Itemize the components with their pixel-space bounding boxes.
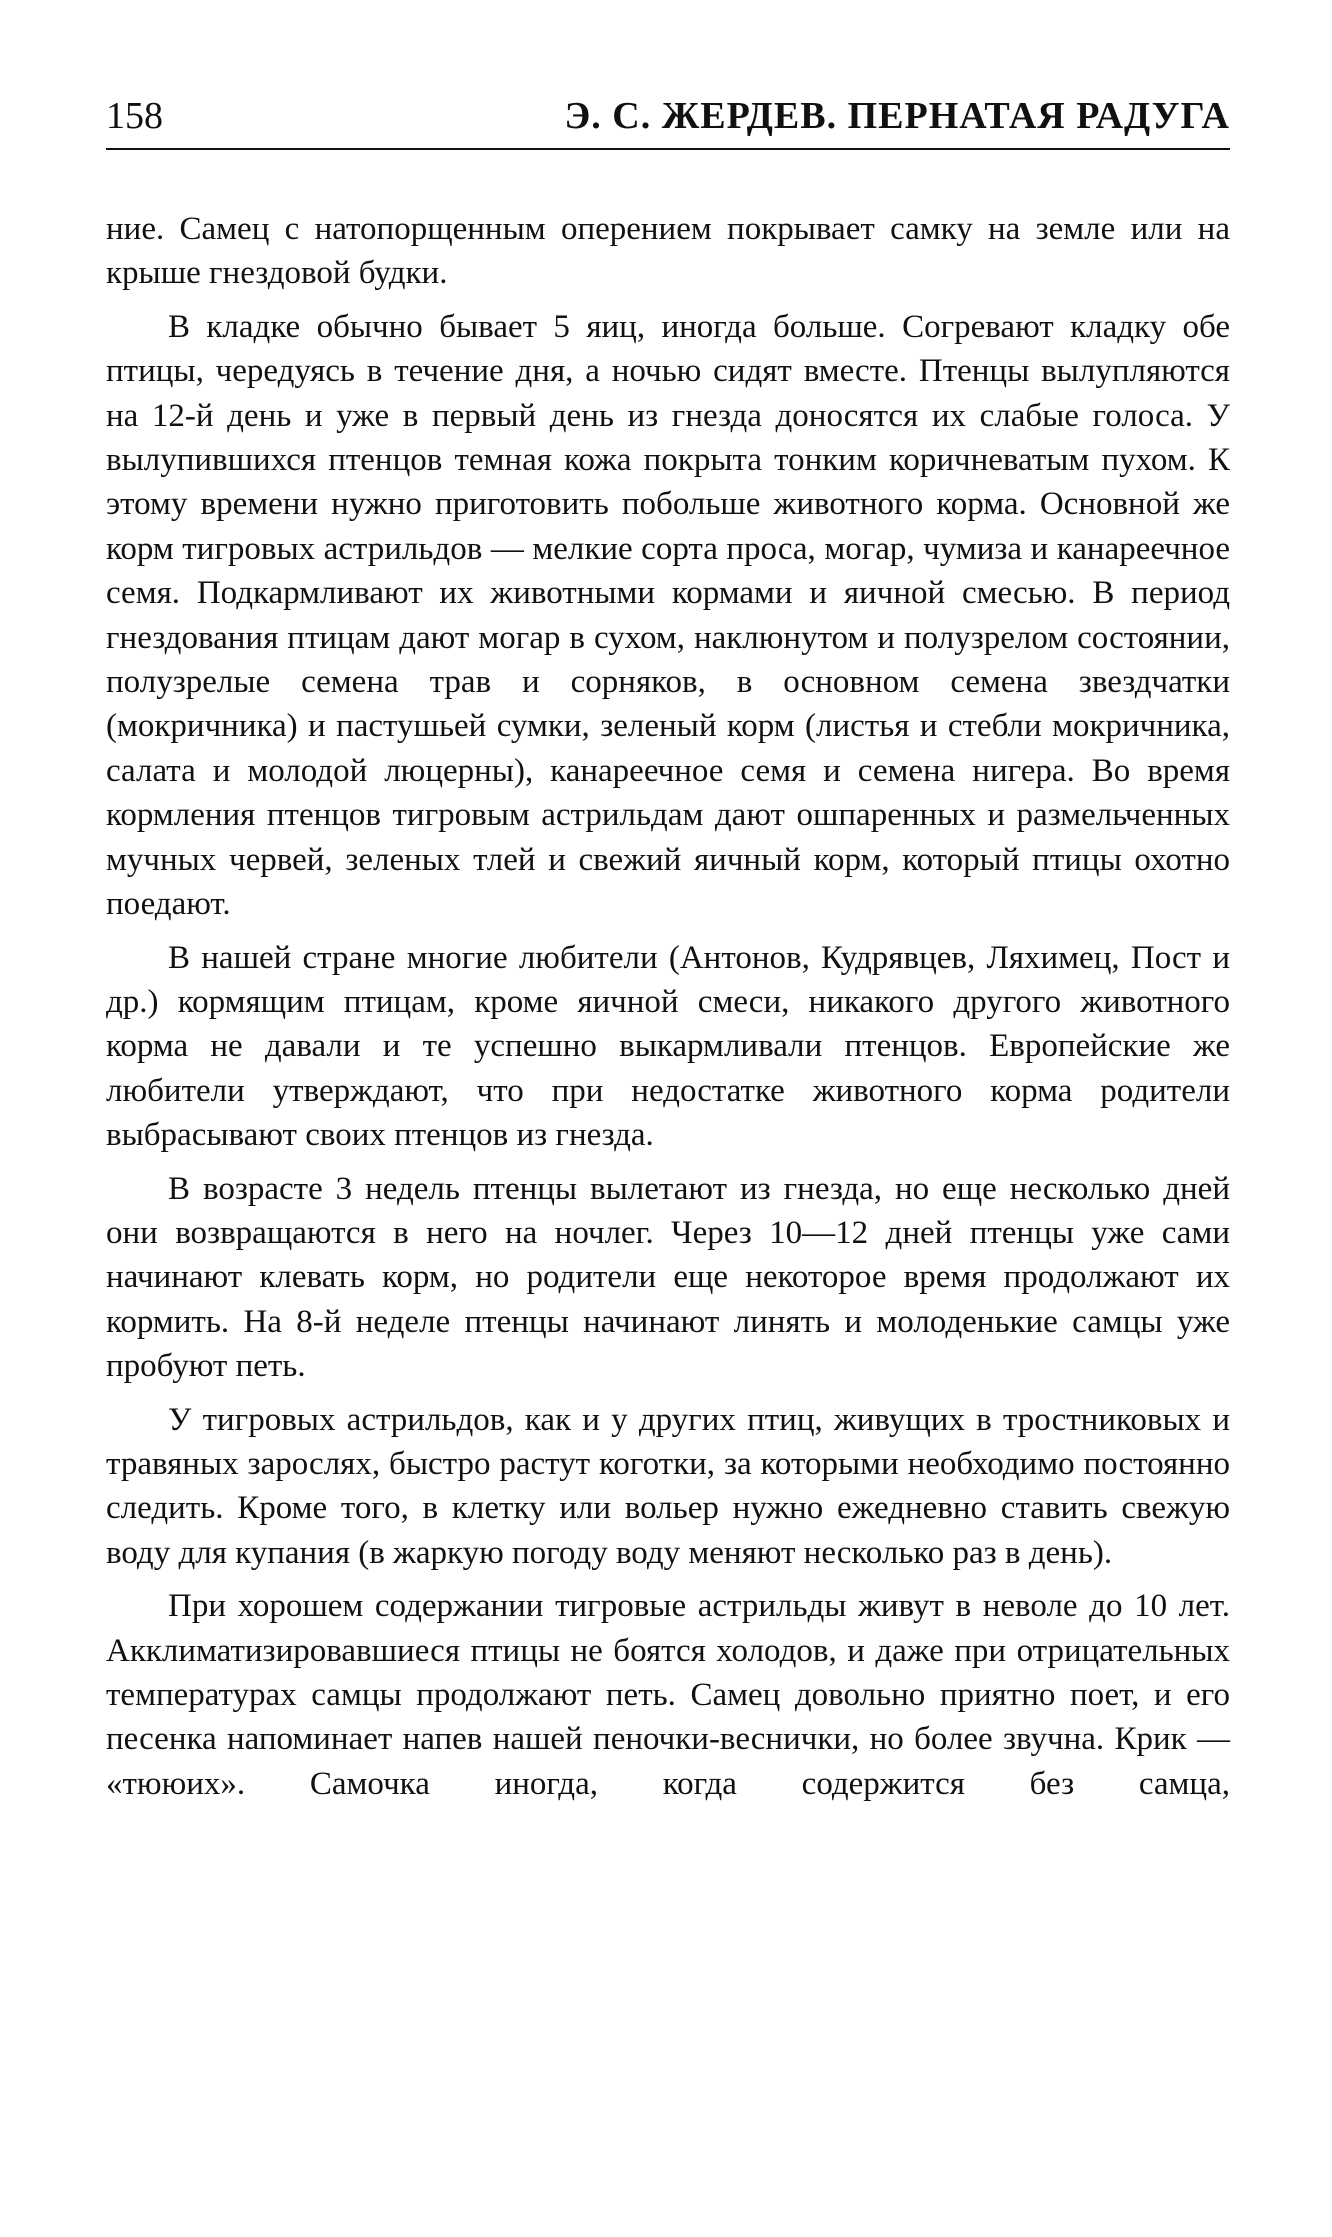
page-number: 158 [106, 95, 163, 137]
paragraph: В нашей стране многие любители (Антонов, Кудрявцев, Ляхимец, Пост и др.) кормящим птицам, кроме яичной смеси, никакого другого животного корма не давали и те успешно выкармливали птенцов. Европейские же любители утверждают, что при недостатке животного корма родители выбрасывают своих птенцов из гнезда. [106, 939, 1230, 1154]
paragraph-continues-next-page: При хорошем содержании тигровые астрильды живут в неволе до 10 лет. Акклиматизировавшиеся птицы не боятся холодов, и даже при отрицательных температурах самцы продолжают петь. Самец довольно приятно поет, и его песенка напоминает напев нашей пеночки-веснички, но более звучна. Крик — «тююих». Самочка иногда, когда содержится без самца, [106, 1588, 1230, 1802]
paragraph: У тигровых астрильдов, как и у других птиц, живущих в тростниковых и травяных зарослях, быстро растут коготки, за которыми необходимо постоянно следить. Кроме того, в клетку или вольер нужно ежедневно ставить свежую воду для купания (в жаркую погоду воду меняют несколько раз в день). [106, 1401, 1230, 1571]
page-header [106, 92, 1230, 150]
paragraph: В возрасте 3 недель птенцы вылетают из гнезда, но еще несколько дней они возвращаются в него на ночлег. Через 10—12 дней птенцы уже сами начинают клевать корм, но родители еще некоторое время продолжают их кормить. На 8-й неделе птенцы начинают линять и молоденькие самцы уже пробуют петь. [106, 1170, 1230, 1385]
body-text [106, 207, 1230, 1815]
paragraph: В кладке обычно бывает 5 яиц, иногда больше. Согревают кладку обе птицы, чередуясь в течение дня, а ночью сидят вместе. Птенцы вылупляются на 12-й день и уже в первый день из гнезда доносятся их слабые голоса. У вылупившихся птенцов темная кожа покрыта тонким коричневатым пухом. К этому времени нужно приготовить побольше животного корма. Основной же корм тигровых астрильдов — мелкие сорта проса, могар, чумиза и канареечное семя. Подкармливают их животными кормами и яичной смесью. В период гнездования птицам дают могар в сухом, наклюнутом и полузрелом состоянии, полузрелые семена трав и сорняков, в основном семена звездчатки (мокричника) и пастушьей сумки, зеленый корм (листья и стебли мокричника, салата и молодой люцерны), канареечное семя и семена нигера. Во время кормления птенцов тигровым астрильдам дают ошпаренных и размельченных мучных червей, зеленых тлей и свежий яичный корм, который птицы охотно поедают. [106, 308, 1230, 923]
running-title: Э. С. ЖЕРДЕВ. ПЕРНАТАЯ РАДУГА [564, 95, 1230, 137]
paragraph-continued: ние. Самец с натопорщенным оперением покрывает самку на земле или на крыше гнездовой будки. [106, 211, 1230, 292]
